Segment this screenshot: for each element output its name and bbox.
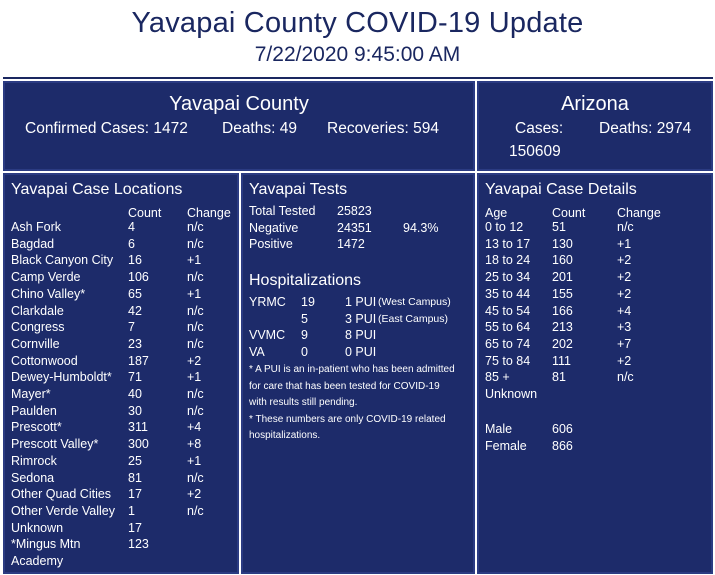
location-count: 42: [128, 303, 142, 318]
details-count-header: Count: [552, 206, 586, 220]
location-row: [5, 303, 237, 320]
location-count: 65: [128, 286, 142, 301]
location-name: Cottonwood: [11, 353, 78, 368]
age-change: n/c: [617, 370, 634, 385]
hospital-pui: 1 PUI: [345, 295, 377, 309]
county-summary-panel: [3, 81, 475, 171]
age-group: 45 to 54: [485, 303, 531, 318]
county-confirmed-stat: [25, 119, 188, 139]
age-count: 81: [552, 370, 566, 385]
test-percent: 94.3%: [403, 220, 439, 235]
age-count: 201: [552, 270, 573, 285]
footnote-line: with results still pending.: [249, 397, 358, 409]
location-count: 123: [128, 537, 149, 552]
age-count: 111: [552, 353, 572, 368]
test-value: 24351: [337, 220, 372, 235]
case-locations-panel: [3, 173, 239, 574]
location-count: 17: [128, 520, 142, 535]
arizona-deaths-label: Deaths:: [599, 120, 653, 137]
age-count: 213: [552, 320, 573, 335]
county-deaths-label: Deaths:: [222, 120, 276, 137]
location-name: Mayer*: [11, 387, 51, 401]
age-change: +1: [617, 236, 632, 251]
age-count: 51: [552, 220, 566, 234]
arizona-cases-value: 150609: [509, 143, 561, 160]
age-row: [479, 336, 711, 353]
location-row: [5, 503, 237, 520]
update-timestamp: 7/22/2020 9:45:00 AM: [254, 43, 461, 66]
footnote-line: * These numbers are only COVID-19 related: [249, 413, 446, 425]
male-count: 606: [552, 422, 573, 436]
age-count: 202: [552, 336, 573, 351]
location-name: Bagdad: [11, 236, 55, 251]
location-change: +2: [187, 353, 202, 368]
age-row: [479, 369, 711, 386]
location-count: 40: [128, 387, 142, 401]
age-change: +7: [617, 336, 632, 351]
location-change: n/c: [187, 387, 204, 401]
location-row: [5, 419, 237, 436]
location-row: [5, 403, 237, 420]
location-change: n/c: [187, 336, 204, 351]
age-group: 18 to 24: [485, 253, 531, 268]
location-count: 6: [128, 236, 135, 251]
location-name: Camp Verde: [11, 270, 81, 285]
locations-count-header: Count: [128, 206, 162, 220]
age-group: 25 to 34: [485, 270, 531, 285]
location-row: [5, 319, 237, 336]
age-row: [479, 303, 711, 320]
location-name: Clarkdale: [11, 303, 64, 318]
location-change: +1: [187, 286, 202, 301]
hospital-campus: (West Campus): [378, 296, 451, 308]
test-label: Negative: [249, 220, 299, 235]
location-count: 23: [128, 336, 142, 351]
age-change: +2: [617, 253, 632, 268]
location-change: +1: [187, 453, 202, 468]
locations-change-header: Change: [187, 206, 231, 220]
location-count: 106: [128, 270, 149, 285]
location-count: 1: [128, 503, 135, 518]
age-group: 55 to 64: [485, 320, 531, 335]
location-row: [5, 470, 237, 487]
age-row: [479, 219, 711, 236]
arizona-summary-panel: [477, 81, 713, 171]
footnote-line: hospitalizations.: [249, 430, 321, 442]
location-change: n/c: [187, 270, 204, 285]
location-count: 81: [128, 470, 142, 485]
location-change: +8: [187, 437, 202, 452]
location-count: 300: [128, 437, 149, 452]
location-row: [5, 486, 237, 503]
location-change: n/c: [187, 503, 204, 518]
location-name: Unknown: [11, 520, 64, 535]
test-value: 25823: [337, 204, 372, 218]
location-name: Cornville: [11, 336, 60, 351]
test-row: [243, 236, 473, 253]
arizona-deaths-stat: [599, 119, 691, 139]
age-count: 130: [552, 236, 573, 251]
test-label: Total Tested: [249, 204, 316, 218]
age-group: 35 to 44: [485, 286, 531, 301]
location-row: [5, 369, 237, 386]
location-name: Prescott*: [11, 420, 62, 435]
tests-panel: [241, 173, 475, 574]
page-title: Yavapai County COVID-19 Update: [131, 7, 584, 39]
location-count: 17: [128, 487, 142, 502]
male-label: Male: [485, 422, 513, 436]
location-count: 25: [128, 453, 142, 468]
location-row: [5, 453, 237, 470]
age-change: +2: [617, 270, 632, 285]
age-count: 166: [552, 303, 573, 318]
location-row: [5, 252, 237, 269]
hospital-facility: YRMC: [249, 295, 286, 309]
test-label: Positive: [249, 237, 293, 252]
county-recoveries-value: 594: [413, 120, 440, 137]
county-deaths-stat: [222, 119, 297, 139]
location-name: Paulden: [11, 403, 57, 418]
location-count: 16: [128, 253, 142, 268]
location-name: Other Quad Cities: [11, 487, 112, 502]
age-change: +4: [617, 303, 632, 318]
location-row: [5, 336, 237, 353]
age-group: 65 to 74: [485, 336, 531, 351]
test-row: [243, 220, 473, 237]
tests-heading: Yavapai Tests: [249, 181, 348, 198]
location-count: 71: [128, 370, 142, 385]
location-name: Prescott Valley*: [11, 437, 99, 452]
hospital-facility: VVMC: [249, 328, 286, 343]
age-row: [479, 252, 711, 269]
age-row: [479, 236, 711, 253]
hospital-count: 19: [301, 295, 315, 309]
hospitalizations-heading: Hospitalizations: [249, 272, 362, 289]
hospital-pui: 8 PUI: [345, 328, 377, 343]
age-change: n/c: [617, 220, 634, 234]
case-details-panel: [477, 173, 713, 574]
hospital-facility: VA: [249, 345, 265, 360]
location-row: [5, 353, 237, 370]
county-recoveries-stat: [327, 119, 439, 139]
location-name: Dewey-Humboldt*: [11, 370, 112, 385]
arizona-deaths-value: 2974: [656, 120, 692, 137]
case-details-heading: Yavapai Case Details: [485, 181, 637, 198]
county-deaths-value: 49: [279, 120, 297, 137]
hospitalization-row: [243, 327, 473, 344]
arizona-cases-label: Cases:: [515, 120, 564, 137]
footnote-line: for care that has been tested for COVID-19: [249, 380, 440, 392]
age-group: 0 to 12: [485, 220, 524, 234]
location-count: 187: [128, 353, 149, 368]
age-group: 13 to 17: [485, 236, 531, 251]
location-name: Academy: [11, 554, 64, 568]
location-change: n/c: [187, 320, 204, 335]
hospital-count: 9: [301, 328, 308, 343]
age-row: [479, 386, 711, 403]
hospital-count: 5: [301, 311, 308, 326]
location-row: [5, 236, 237, 253]
location-change: +4: [187, 420, 202, 435]
hospitalization-row: [243, 344, 473, 361]
hospitalization-row: [243, 294, 473, 311]
location-row: [5, 436, 237, 453]
location-change: n/c: [187, 236, 204, 251]
location-change: +2: [187, 487, 202, 502]
hospital-count: 0: [301, 345, 308, 360]
county-confirmed-value: 1472: [153, 120, 188, 137]
location-row: [5, 269, 237, 286]
location-row: [5, 219, 237, 236]
county-confirmed-label: Confirmed Cases:: [25, 120, 150, 137]
location-name: Congress: [11, 320, 65, 335]
footnote-line: * A PUI is an in-patient who has been admitted: [249, 364, 455, 375]
hospitalization-row: [243, 311, 473, 328]
details-change-header: Change: [617, 206, 661, 220]
location-name: Rimrock: [11, 453, 57, 468]
age-change: +3: [617, 320, 632, 335]
age-count: 155: [552, 286, 573, 301]
location-change: n/c: [187, 303, 204, 318]
hospital-pui: 3 PUI: [345, 311, 377, 326]
details-age-header: Age: [485, 206, 508, 220]
location-count: 311: [128, 420, 148, 435]
location-row: [5, 553, 237, 570]
location-row: [5, 536, 237, 553]
age-group: 75 to 84: [485, 353, 531, 368]
age-row: [479, 269, 711, 286]
header-divider: [3, 77, 713, 79]
location-name: *Mingus Mtn: [11, 537, 81, 552]
age-row: [479, 353, 711, 370]
age-row: [479, 286, 711, 303]
location-change: n/c: [187, 403, 204, 418]
test-value: 1472: [337, 237, 365, 252]
location-name: Sedona: [11, 470, 55, 485]
female-count: 866: [552, 439, 573, 453]
location-name: Other Verde Valley: [11, 503, 115, 518]
test-row: [243, 203, 473, 220]
case-locations-heading: Yavapai Case Locations: [11, 181, 183, 198]
county-summary-heading: Yavapai County: [169, 93, 309, 115]
location-change: +1: [187, 253, 202, 268]
location-name: Chino Valley*: [11, 286, 86, 301]
hospital-campus: (East Campus): [378, 312, 449, 325]
location-change: n/c: [187, 470, 204, 485]
location-row: [5, 520, 237, 537]
location-change: n/c: [187, 220, 204, 234]
location-row: [5, 386, 237, 403]
location-count: 30: [128, 403, 142, 418]
location-count: 4: [128, 220, 135, 234]
age-change: +2: [617, 286, 632, 301]
location-row: [5, 286, 237, 303]
age-row: [479, 319, 711, 336]
age-change: +2: [617, 353, 632, 368]
age-group: Unknown: [485, 387, 538, 401]
hospital-pui: 0 PUI: [345, 345, 377, 360]
female-label: Female: [485, 439, 527, 453]
county-recoveries-label: Recoveries:: [327, 120, 409, 137]
arizona-summary-heading: Arizona: [561, 93, 629, 115]
location-name: Black Canyon City: [11, 253, 114, 268]
age-count: 160: [552, 253, 573, 268]
location-name: Ash Fork: [11, 220, 62, 234]
location-count: 7: [128, 320, 135, 335]
location-change: +1: [187, 370, 202, 385]
age-group: 85 +: [485, 370, 510, 385]
